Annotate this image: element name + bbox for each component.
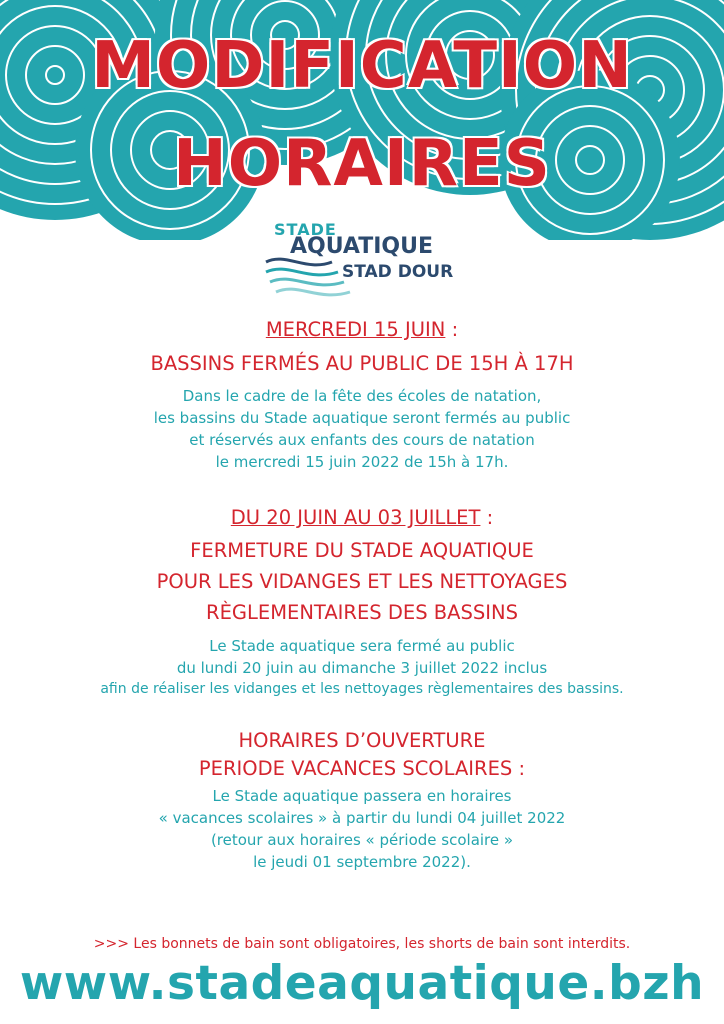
section2-colon: :: [486, 506, 494, 529]
logo-waves-icon: [262, 254, 352, 310]
title-line-1: MODIFICATION: [91, 29, 633, 103]
section3-body-line: le jeudi 01 septembre 2022).: [253, 853, 471, 871]
section3-body-line: « vacances scolaires » à partir du lundi 04 juillet 2022: [158, 809, 566, 827]
section1-date: MERCREDI 15 JUIN: [265, 318, 446, 341]
section2-body-line: afin de réaliser les vidanges et les nettoyages règlementaires des bassins.: [100, 681, 624, 697]
logo-line-3: STAD DOUR: [342, 262, 454, 282]
section1-heading: BASSINS FERMÉS AU PUBLIC DE 15H À 17H: [150, 352, 574, 375]
section3-heading-line: HORAIRES D’OUVERTURE: [238, 729, 486, 752]
section1-body-line: le mercredi 15 juin 2022 de 15h à 17h.: [215, 453, 509, 471]
section1-colon: :: [451, 318, 459, 341]
section2-body-line: Le Stade aquatique sera fermé au public: [209, 637, 515, 655]
section2-body-line: du lundi 20 juin au dimanche 3 juillet 2022 inclus: [176, 659, 548, 677]
logo-line-1: STADE: [274, 220, 337, 239]
website-url[interactable]: www.stadeaquatique.bzh: [19, 956, 705, 1011]
section2-date: DU 20 JUIN AU 03 JUILLET: [230, 506, 481, 529]
title-line-2: HORAIRES: [173, 127, 551, 201]
section3-body-line: Le Stade aquatique passera en horaires: [212, 787, 512, 805]
footer-note: >>> Les bonnets de bain sont obligatoires, les shorts de bain sont interdits.: [93, 936, 631, 952]
section1-body-line: Dans le cadre de la fête des écoles de natation,: [182, 387, 542, 405]
section2-heading-line: FERMETURE DU STADE AQUATIQUE: [190, 539, 534, 562]
section1-date-line: [0, 318, 724, 341]
section3-heading-line: PERIODE VACANCES SCOLAIRES :: [198, 757, 526, 780]
section1-body-line: les bassins du Stade aquatique seront fermés au public: [153, 409, 571, 427]
section2-heading-line: RÈGLEMENTAIRES DES BASSINS: [206, 601, 518, 624]
section2-date-line: [0, 506, 724, 529]
section2-heading-line: POUR LES VIDANGES ET LES NETTOYAGES: [156, 570, 568, 593]
stade-aquatique-logo: [262, 218, 472, 310]
section3-body-line: (retour aux horaires « période scolaire »: [210, 831, 514, 849]
section1-body-line: et réservés aux enfants des cours de natation: [189, 431, 535, 449]
logo-line-2: AQUATIQUE: [290, 234, 434, 259]
